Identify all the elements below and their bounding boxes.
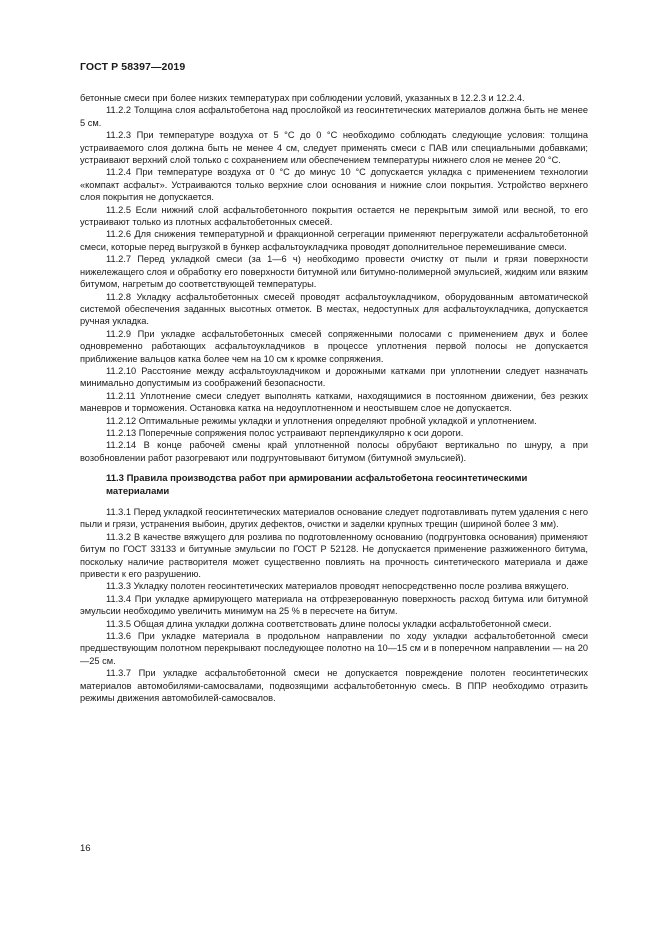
paragraph: 11.3.3 Укладку полотен геосинтетических материалов проводят непосредственно после розлива вяжущего. — [106, 581, 569, 592]
page-number: 16 — [80, 843, 91, 854]
paragraph: 11.3.6 При укладке материала в продольном направлении по ходу укладки асфальтобетонной смеси предшествующим полотном перекрывают последующее полотно на 10—15 см и в поперечном направлении — на 20—25 см. — [80, 631, 588, 666]
paragraph: 11.2.4 При температуре воздуха от 0 °С до минус 10 °С допускается укладка с применением технологии «компакт асфальт». Устраиваются только верхние слои основания и нижние слои покрытия. Устройство верхнего слоя покрытия не допускается. — [80, 167, 588, 203]
section-heading: 11.3 Правила производства работ при армировании асфальтобетона геосинтетическими материалами — [106, 473, 528, 497]
paragraph: 11.2.9 При укладке асфальтобетонных смесей сопряженными полосами с применением двух и более одновременно работающих асфальтоукладчиков в процессе уплотнения первой полосы не допускается приближение вальцов катка более чем на 10 см к кромке сопряжения. — [80, 328, 588, 364]
paragraph: 11.2.2 Толщина слоя асфальтобетона над прослойкой из геосинтетических материалов должна быть не менее 5 см. — [80, 105, 588, 128]
paragraph: бетонные смеси при более низких температурах при соблюдении условий, указанных в 12.2.3 и 12.2.4. — [80, 93, 525, 103]
paragraph: 11.2.3 При температуре воздуха от 5 °С до 0 °С необходимо соблюдать следующие условия: толщина устраиваемого слоя должна быть не менее 4 см, следует применять смеси с ПАВ или специальными добавками; устраивают верхний слой только с сохранением или обеспечением температуры нижнего слоя не менее 20 °С. — [80, 130, 588, 166]
paragraph: 11.2.8 Укладку асфальтобетонных смесей проводят асфальтоукладчиком, оборудованным автоматической системой обеспечения заданных высотных отметок. В местах, недоступных для асфальтоукладчика, допускается ручная укладка. — [80, 291, 588, 327]
paragraph: 11.2.11 Уплотнение смеси следует выполнять катками, находящимися в постоянном движении, без резких маневров и торможения. Остановка катка на недоуплотненном и неостывшем слое не допускается. — [80, 390, 588, 414]
document-body — [80, 92, 588, 705]
paragraph: 11.3.5 Общая длина укладки должна соответствовать длине полосы укладки асфальтобетонной смеси. — [106, 618, 552, 629]
paragraph: 11.2.6 Для снижения температурной и фракционной сегрегации применяют перегружатели асфальтобетонной смеси, которые перед выгрузкой в бункер асфальтоукладчика проводят дополнительное перемешивание смеси. — [80, 229, 588, 252]
paragraph: 11.2.14 В конце рабочей смены край уплотненной полосы обрубают вертикально по шнуру, а при возобновлении работ разогревают или подгрунтовывают битумом (битумной эмульсией). — [80, 440, 588, 463]
paragraph: 11.3.1 Перед укладкой геосинтетических материалов основание следует подготавливать путем удаления с него пыли и грязи, устранения выбоин, других дефектов, очистки и заделки крупных трещин (шириной более 3 мм). — [80, 507, 588, 530]
paragraph: 11.3.7 При укладке асфальтобетонной смеси не допускается повреждение полотен геосинтетических материалов автомобилями-самосвалами, подвозящими асфальтобетонную смесь. В ППР необходимо отразить режимы движения автомобилей-самосвалов. — [80, 668, 588, 704]
paragraph: 11.2.12 Оптимальные режимы укладки и уплотнения определяют пробной укладкой и уплотнением. — [106, 415, 537, 426]
paragraph: 11.3.2 В качестве вяжущего для розлива по подготовленному основанию (подгрунтовка основания) применяют битум по ГОСТ 33133 и битумные эмульсии по ГОСТ Р 52128. Не допускается применение разжиженного битума, поскольку наличие растворителя может существенно повлиять на прочность синтетического материала и даже привести к его разрушению. — [80, 531, 588, 580]
paragraph: 11.2.7 Перед укладкой смеси (за 1—6 ч) необходимо провести очистку от пыли и грязи поверхности нижележащего слоя и обработку его поверхности битумной или битумно-полимерной эмульсией, жидким или вязким битумом, нагретым до соответствующей температуры. — [80, 254, 588, 290]
paragraph: 11.2.10 Расстояние между асфальтоукладчиком и дорожными катками при уплотнении следует назначать минимально допустимым из соображений безопасности. — [80, 365, 588, 389]
paragraph: 11.2.5 Если нижний слой асфальтобетонного покрытия остается не перекрытым зимой или весной, то его устраивают только из плотных асфальтобетонных смесей. — [80, 204, 588, 228]
paragraph: 11.2.13 Поперечные сопряжения полос устраивают перпендикулярно к оси дороги. — [106, 427, 464, 438]
document-header: ГОСТ Р 58397—2019 — [80, 61, 186, 73]
paragraph: 11.3.4 При укладке армирующего материала на отфрезерованную поверхность расход битума или битумной эмульсии необходимо увеличить минимум на 25 % в пересчете на битум. — [80, 593, 588, 617]
